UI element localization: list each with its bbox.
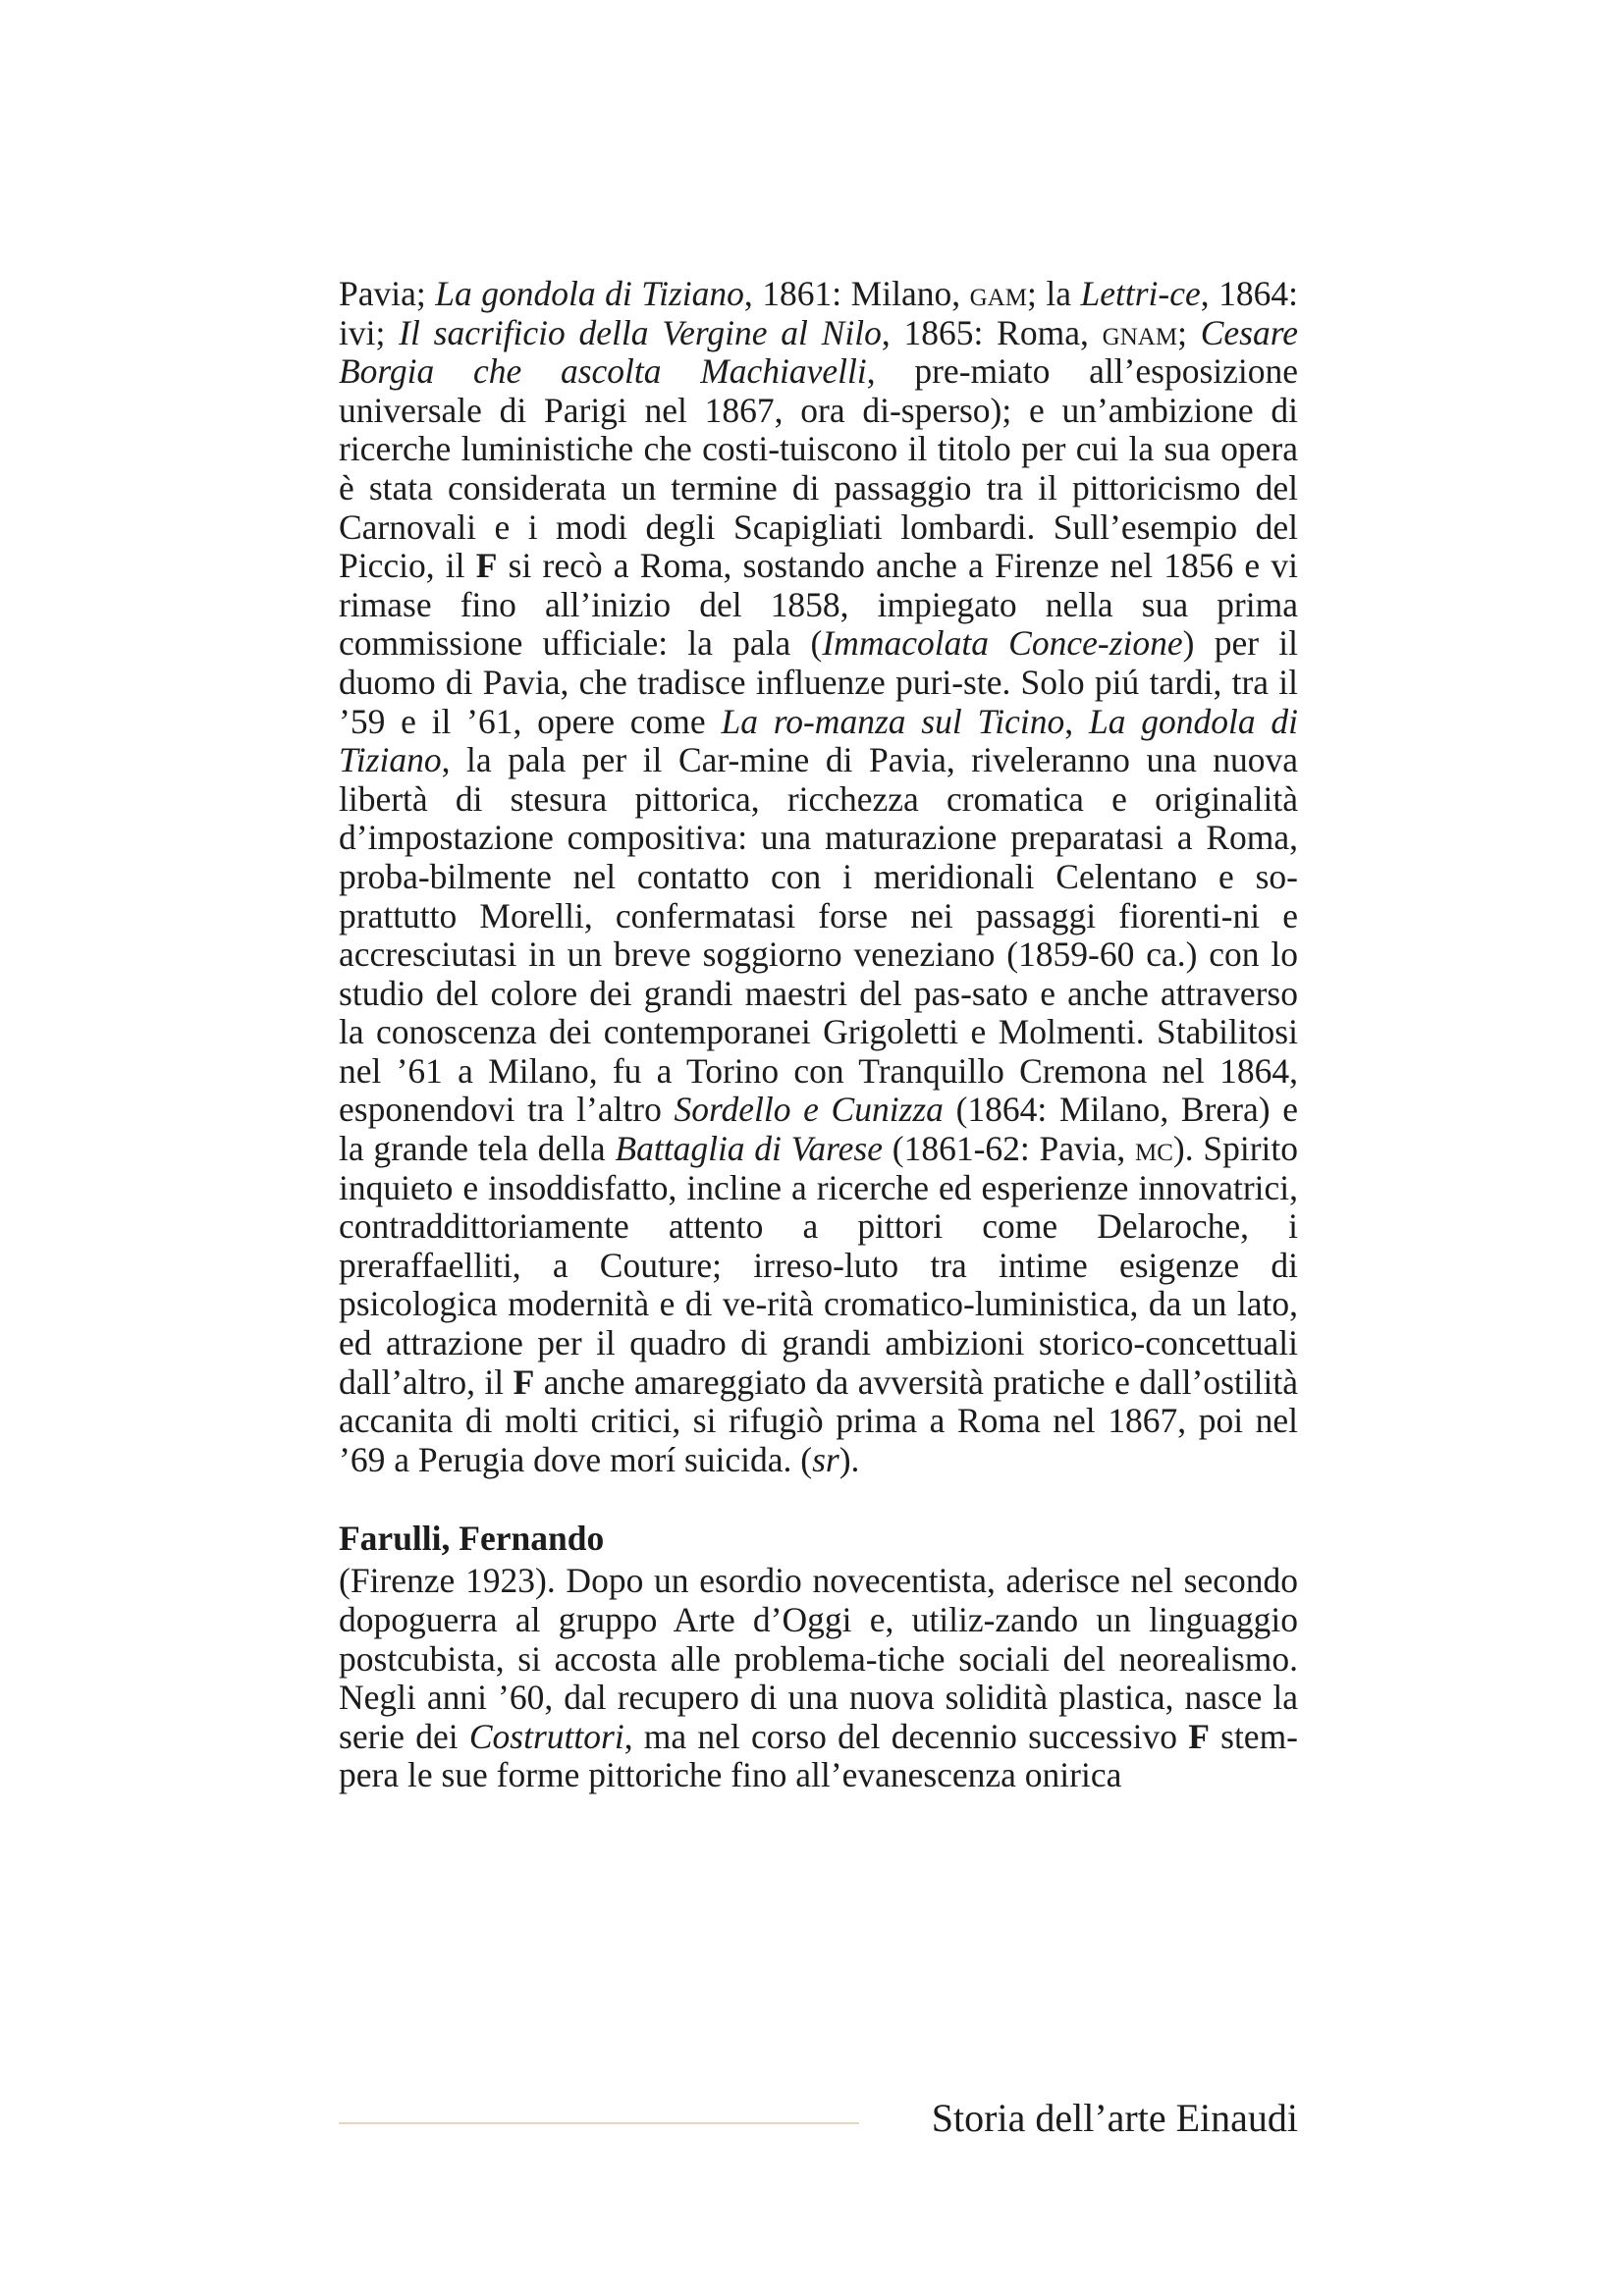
text-run: si recò a Roma, sostando anche a Firenze nel 1856 e vi rimase fino all’inizio del 1858, impiegato nella sua prima commissione ufficiale: la pala ( [339, 546, 1299, 664]
text-run: ; [1177, 312, 1201, 352]
text-run: , pre-miato all’esposizione universale di Parigi nel 1867, ora di-sperso); e un’ambizione di ricerche luministiche che costi-tuiscono il titolo per cui la sua opera è stata considerata un termine di passaggio tra il pittoricismo del Carnovali e i modi degli Scapigliati lombardi. Sull’esempio del Piccio, il [339, 351, 1298, 586]
text-run: Costruttori [468, 1716, 624, 1756]
text-run: gnam [1102, 312, 1178, 352]
page-body [339, 275, 1298, 1795]
text-run: La ro-manza sul Ticino [721, 701, 1065, 741]
text-run: sr [812, 1439, 839, 1479]
entry-text-continued [339, 275, 1298, 1479]
text-run: Lettri-ce [1080, 274, 1201, 313]
text-run: , la pala per il Car-mine di Pavia, riveleranno una nuova libertà di stesura pittorica, ricchezza cromatica e originalità d’impostazione compositiva: una maturazione preparatasi a Roma, proba-bilmente nel contatto con i meridionali Celentano e so-prattutto Morelli, confermatasi forse nei passaggi fiorenti-ni e accresciutasi in un breve soggiorno veneziano (1859-60 ca.) con lo studio del colore dei grandi maestri del pas-sato e anche attraverso la conoscenza dei contemporanei Grigoletti e Molmenti. Stabilitosi nel ’61 a Milano, fu a Torino con Tranquillo Cremona nel 1864, esponendovi tra l’altro [339, 740, 1298, 1130]
text-run: F [475, 546, 498, 586]
text-run: Sordello e Cunizza [674, 1090, 944, 1130]
text-run: gam [969, 274, 1027, 313]
text-run: (1864: Milano, Brera) e la grande tela della [339, 1090, 1298, 1169]
text-run: (1861-62: Pavia, [883, 1129, 1135, 1169]
text-run: , 1864: ivi; [339, 274, 1299, 352]
text-run: La gondola di Tiziano [435, 274, 744, 313]
text-run: Pavia; [339, 274, 436, 313]
text-run: Cesare Borgia che ascolta Machiavelli [339, 312, 1298, 392]
entry-text [339, 1562, 1298, 1795]
text-run: , 1865: Roma, [881, 312, 1103, 352]
text-run: ; la [1026, 274, 1081, 313]
text-run: mc [1135, 1129, 1173, 1169]
text-run: Immacolata Conce-zione [822, 623, 1183, 664]
text-run: , [1064, 701, 1089, 741]
footer [339, 2091, 1298, 2150]
text-run: anche amareggiato da avversità pratiche e dall’ostilità accanita di molti critici, si rifugiò prima a Roma nel 1867, poi nel ’69 a Perugia dove morí suicida. ( [339, 1362, 1298, 1479]
text-run: (Firenze 1923). Dopo un esordio novecentista, aderisce nel secondo dopoguerra al gruppo Arte d’Oggi e, utiliz-zando un linguaggio postcubista, si accosta alle problema-tiche sociali del neorealismo. Negli anni ’60, dal recupero di una nuova solidità plastica, nasce la serie dei [339, 1561, 1298, 1756]
text-run: F [1188, 1716, 1210, 1756]
text-run: , ma nel corso del decennio successivo [623, 1716, 1189, 1756]
text-run: , 1861: Milano, [743, 274, 970, 313]
text-run: stem-pera le sue forme pittoriche fino all’evanescenza onirica [339, 1716, 1298, 1795]
text-run: La gondola di Tiziano [339, 701, 1298, 780]
text-run: ) per il duomo di Pavia, che tradisce influenze puri-ste. Solo piú tardi, tra il ’59 e il ’61, opere come [339, 623, 1298, 741]
footer-title: Storia dell’arte Einaudi [931, 2096, 1298, 2140]
text-run: F [513, 1362, 535, 1402]
text-run: ). [839, 1439, 860, 1479]
footer-rule [339, 2122, 859, 2124]
text-run: Il sacrificio della Vergine al Nilo [399, 312, 882, 352]
text-run: ). Spirito inquieto e insoddisfatto, incline a ricerche ed esperienze innovatrici, contraddittoriamente attento a pittori come Delaroche, i preraffaelliti, a Couture; irreso-luto tra intime esigenze di psicologica modernità e di ve-rità cromatico-luministica, da un lato, ed attrazione per il quadro di grandi ambizioni storico-concettuali dall’altro, il [339, 1129, 1299, 1402]
entry-heading: Farulli, Fernando [339, 1519, 605, 1559]
text-run: Battaglia di Varese [615, 1129, 883, 1169]
